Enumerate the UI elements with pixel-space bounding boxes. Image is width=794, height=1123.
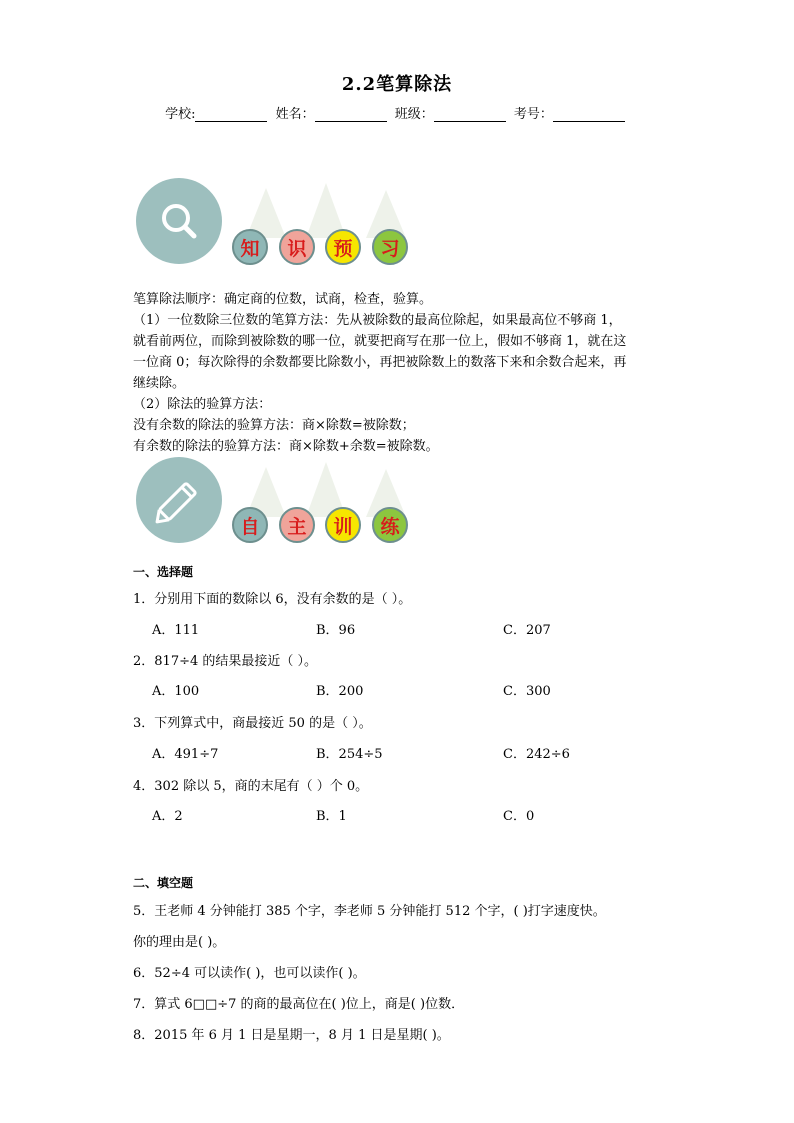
q3-option-c[interactable]: C．242÷6 — [503, 747, 570, 762]
section-heading-choice: 一、选择题 — [133, 565, 194, 579]
name-label: 姓名： — [275, 107, 315, 122]
pencil-icon-badge — [136, 457, 222, 543]
preview-line: （2）除法的验算方法： — [133, 397, 272, 412]
banner1-char-2: 识 — [279, 229, 315, 265]
student-info-row — [0, 103, 794, 122]
question-8: 8．2015 年 6 月 1 日是星期一，8 月 1 日是星期( )。 — [133, 1028, 450, 1043]
question-3: 3．下列算式中，商最接近 50 的是（ ）。 — [133, 716, 372, 731]
school-field[interactable] — [195, 107, 267, 122]
class-field[interactable] — [434, 107, 506, 122]
magnifier-icon — [136, 178, 222, 264]
section-heading-fill-blank: 二、填空题 — [133, 876, 194, 890]
banner2-char-2: 主 — [279, 507, 315, 543]
exam-number-label: 考号： — [513, 107, 553, 122]
self-training-banner — [136, 457, 436, 557]
school-label: 学校: — [165, 107, 196, 122]
q2-option-a[interactable]: A．100 — [152, 684, 200, 699]
banner2-char-1: 自 — [232, 507, 268, 543]
question-1: 1．分别用下面的数除以 6，没有余数的是（ ）。 — [133, 592, 412, 607]
name-field[interactable] — [315, 107, 387, 122]
q4-option-c[interactable]: C．0 — [503, 809, 535, 824]
q4-option-a[interactable]: A．2 — [152, 809, 183, 824]
q3-option-a[interactable]: A．491÷7 — [152, 747, 219, 762]
q1-option-c[interactable]: C．207 — [503, 623, 551, 638]
exam-number-field[interactable] — [553, 107, 625, 122]
preview-line: 继续除。 — [133, 376, 186, 391]
banner1-char-4: 习 — [372, 229, 408, 265]
question-6: 6．52÷4 可以读作( )，也可以读作( )。 — [133, 966, 366, 981]
banner1-char-1: 知 — [232, 229, 268, 265]
banner1-char-3: 预 — [325, 229, 361, 265]
q4-option-b[interactable]: B．1 — [316, 809, 347, 824]
question-7: 7．算式 6□□÷7 的商的最高位在( )位上，商是( )位数． — [133, 997, 465, 1012]
pencil-icon — [136, 457, 222, 543]
preview-line: 一位商 0；每次除得的余数都要比除数小，再把被除数上的数落下来和余数合起来，再 — [133, 355, 627, 370]
banner2-char-4: 练 — [372, 507, 408, 543]
question-2: 2．817÷4 的结果最接近（ ）。 — [133, 654, 318, 669]
question-5-continued: 你的理由是( )。 — [133, 935, 226, 950]
q1-option-a[interactable]: A．111 — [152, 623, 200, 638]
preview-line: 有余数的除法的验算方法：商×除数+余数=被除数。 — [133, 439, 439, 454]
preview-line: 没有余数的除法的验算方法：商×除数=被除数； — [133, 418, 415, 433]
page-title: 2.2笔算除法 — [341, 74, 453, 95]
q2-option-b[interactable]: B．200 — [316, 684, 364, 699]
knowledge-preview-banner — [136, 178, 436, 278]
banner2-char-3: 训 — [325, 507, 361, 543]
q1-option-b[interactable]: B．96 — [316, 623, 356, 638]
magnifier-icon-badge — [136, 178, 222, 264]
preview-line: 笔算除法顺序：确定商的位数，试商，检查，验算。 — [133, 292, 433, 307]
q3-option-b[interactable]: B．254÷5 — [316, 747, 383, 762]
question-4: 4．302 除以 5，商的末尾有（ ）个 0。 — [133, 779, 369, 794]
knowledge-preview-text — [133, 289, 673, 457]
question-5: 5．王老师 4 分钟能打 385 个字，李老师 5 分钟能打 512 个字，( )打字速度快。 — [133, 904, 606, 919]
class-label: 班级： — [394, 107, 434, 122]
q2-option-c[interactable]: C．300 — [503, 684, 551, 699]
preview-line: （1）一位数除三位数的笔算方法：先从被除数的最高位除起，如果最高位不够商 1， — [133, 313, 622, 328]
preview-line: 就看前两位，而除到被除数的哪一位，就要把商写在那一位上，假如不够商 1，就在这 — [133, 334, 627, 349]
